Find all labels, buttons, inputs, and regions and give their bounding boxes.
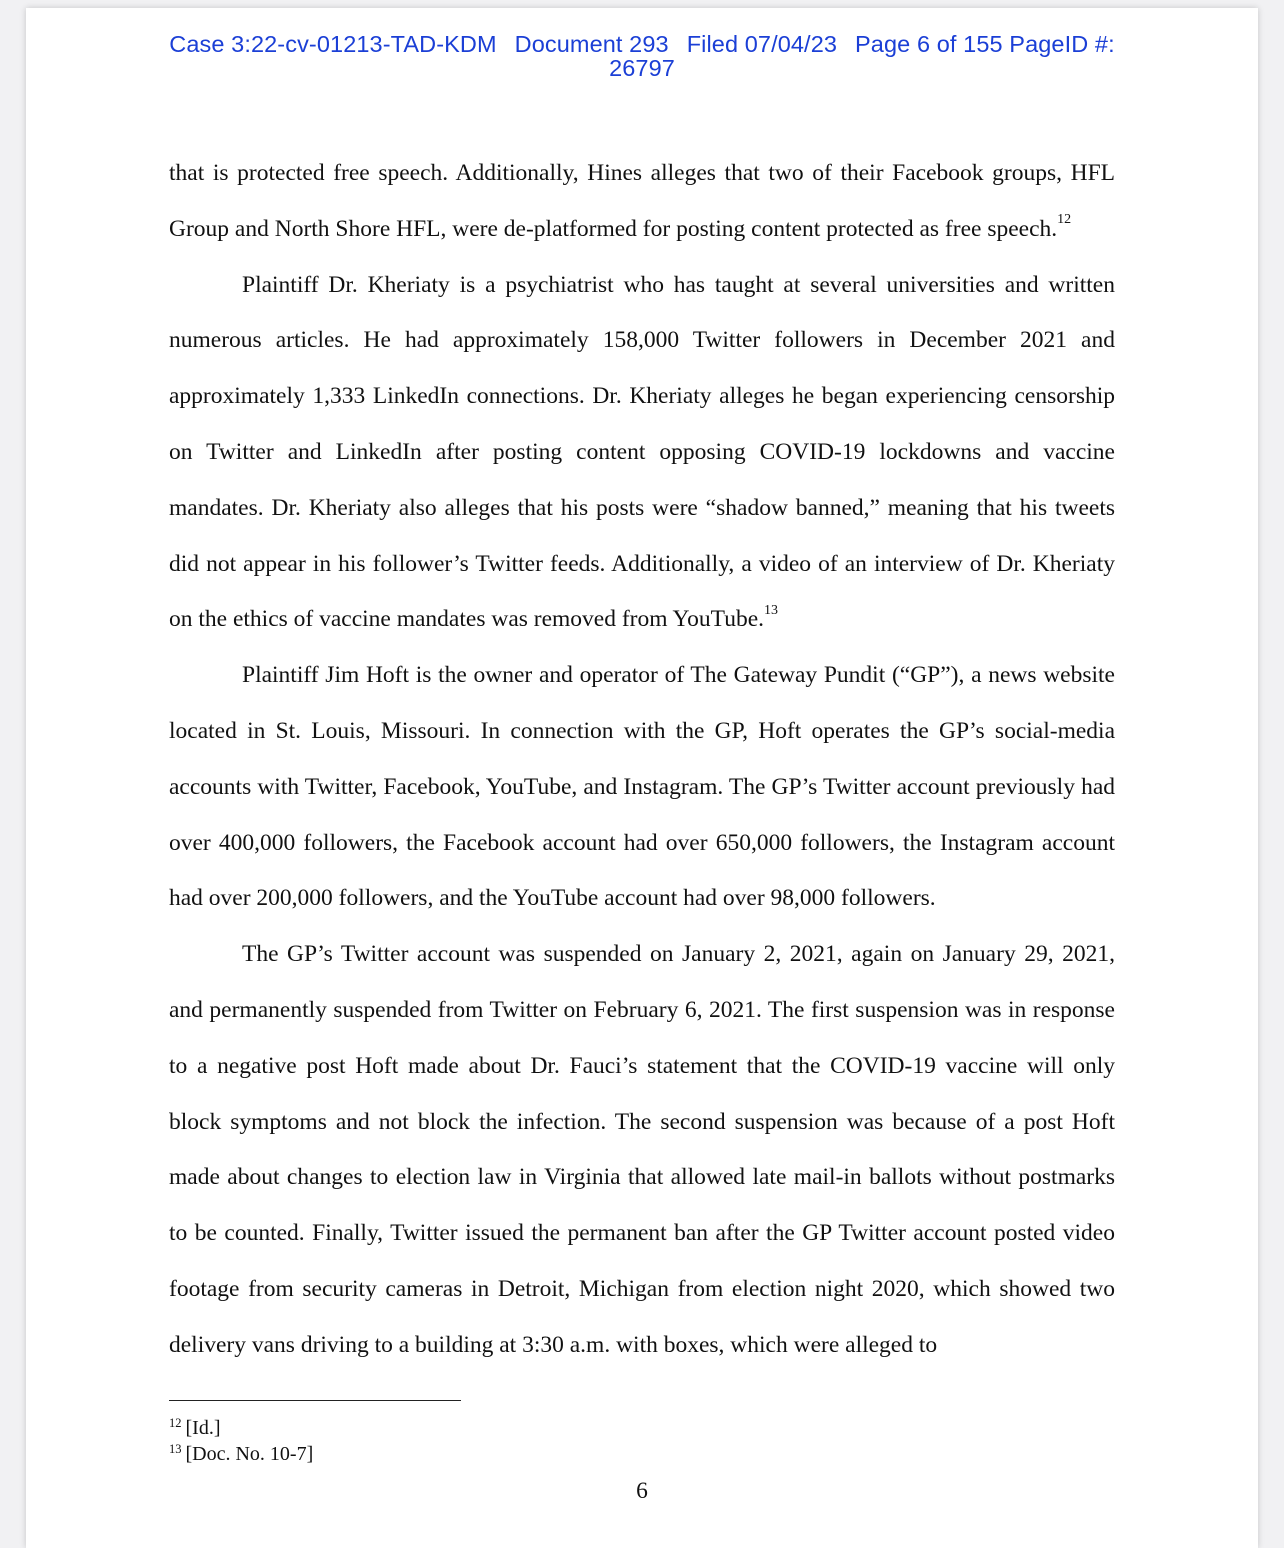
paragraph-text: Plaintiff Dr. Kheriaty is a psychiatrist who has taught at several universities and written numerous articles. He had approximately 158,000 Twitter followers in December 2021 and approximately 1,333 LinkedIn connections. Dr. Kheriaty alleges he began experiencing censorship on Twitter and LinkedIn after posting content opposing COVID-19 lockdowns and vaccine mandates. Dr. Kheriaty also alleges that his posts were “shadow banned,” meaning that his tweets did not appear in his follower’s Twitter feeds. Additionally, a video of an interview of Dr. Kheriaty on the ethics of vaccine mandates was removed from YouTube. (169, 271, 1115, 633)
paragraph-text: Plaintiff Jim Hoft is the owner and operator of The Gateway Pundit (“GP”), a news website located in St. Louis, Missouri. In connection with the GP, Hoft operates the GP’s social-media accounts with Twitter, Facebook, YouTube, and Instagram. The GP’s Twitter account previously had over 400,000 followers, the Facebook account had over 650,000 followers, the Instagram account had over 200,000 followers, and the YouTube account had over 98,000 followers. (169, 662, 1115, 912)
paragraph (169, 927, 1115, 1373)
document-page (26, 8, 1258, 1548)
case-number: Case 3:22-cv-01213-TAD-KDM (169, 31, 497, 57)
page-id: 26797 (609, 55, 675, 81)
paragraph-text: The GP’s Twitter account was suspended on January 2, 2021, again on January 29, 2021, and permanently suspended from Twitter on February 6, 2021. The first suspension was in response to a negative post Hoft made about Dr. Fauci’s statement that the COVID-19 vaccine will only block symptoms and not block the infection. The second suspension was because of a post Hoft made about changes to election law in Virginia that allowed late mail-in ballots without postmarks to be counted. Finally, Twitter issued the permanent ban after the GP Twitter account posted video footage from security cameras in Detroit, Michigan from election night 2020, which showed two delivery vans driving to a building at 3:30 a.m. with boxes, which were alleged to (169, 941, 1115, 1358)
document-number: Document 293 (514, 31, 669, 57)
footnotes (169, 1416, 769, 1468)
footnote-text: [Doc. No. 10-7] (185, 1443, 314, 1465)
footnote-number: 12 (169, 1416, 182, 1430)
footnote-number: 13 (169, 1442, 182, 1456)
footnote-text: [Id.] (185, 1417, 221, 1439)
footnote-reference: 13 (764, 602, 778, 618)
court-filing-header (26, 32, 1258, 80)
paragraph (169, 648, 1115, 927)
footnote-reference: 12 (1057, 211, 1072, 227)
filed-date: Filed 07/04/23 (686, 31, 838, 57)
page-info: Page 6 of 155 PageID #: (855, 31, 1115, 57)
footnote (169, 1416, 769, 1442)
page-number: 6 (636, 1478, 648, 1504)
paragraph (169, 258, 1115, 649)
paragraph-text: that is protected free speech. Additionally, Hines alleges that two of their Facebook groups, HFL Group and North Shore HFL, were de-platformed for posting content protected as free speech. (169, 160, 1115, 242)
footnote-separator (169, 1400, 461, 1401)
footnote (169, 1442, 769, 1468)
paragraph (169, 146, 1115, 258)
document-body (169, 146, 1115, 1374)
